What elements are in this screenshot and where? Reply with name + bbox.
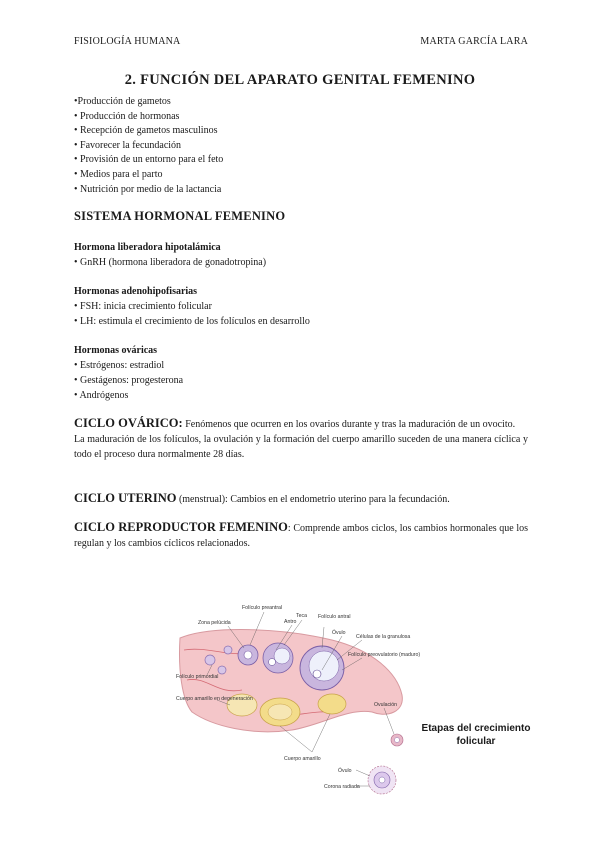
reproductive-cycle-paragraph xyxy=(74,520,528,551)
list-item: • Estrógenos: estradiol xyxy=(74,360,165,371)
corona-radiata-ovum xyxy=(368,766,396,794)
follicle-diagram xyxy=(172,600,421,825)
label-ovum-bottom: Óvulo xyxy=(338,768,352,774)
label-pellucida: Zona pelúcida xyxy=(198,620,231,626)
pituitary-heading: Hormonas adenohipofisarias xyxy=(74,286,198,297)
preovulatory-follicle xyxy=(300,646,344,690)
list-item: • GnRH (hormona liberadora de gonadotropina) xyxy=(74,257,267,268)
ovarian-cycle-term: CICLO OVÁRICO: xyxy=(74,416,183,430)
header-subject: FISIOLOGÍA HUMANA xyxy=(74,36,181,47)
figure-caption: Etapas del crecimiento folicular xyxy=(421,723,531,747)
header-author: MARTA GARCÍA LARA xyxy=(420,36,528,47)
list-item: • LH: estimula el crecimiento de los folículos en desarrollo xyxy=(74,316,310,327)
uterine-cycle-definition: (menstrual): Cambios en el endometrio uterino para la fecundación. xyxy=(176,494,450,505)
label-antral: Folículo antral xyxy=(318,614,351,620)
list-item: •Producción de gametos xyxy=(74,96,171,107)
label-antrum: Antro xyxy=(284,619,297,625)
list-item: • Provisión de un entorno para el feto xyxy=(74,154,224,166)
ovarian-heading: Hormonas ováricas xyxy=(74,345,158,356)
functions-list xyxy=(74,95,223,197)
page-title: 2. FUNCIÓN DEL APARATO GENITAL FEMENINO xyxy=(124,72,476,88)
ovarian-cycle-definition: Fenómenos que ocurren en los ovarios durante y tras la maduración de un ovocito. xyxy=(182,419,516,430)
list-item: • FSH: inicia crecimiento folicular xyxy=(74,301,212,312)
label-corona: Corona radiada xyxy=(324,784,360,790)
label-primordial: Folículo primordial xyxy=(176,674,219,680)
reproductive-cycle-definition: : Comprende ambos ciclos, los cambios hormonales que los regulan y los cambios cíclicos relacionados. xyxy=(74,523,528,549)
ovarian-cycle-detail: La maduración de los folículos, la ovulación y la formación del cuerpo amarillo suceden de una manera cíclica y todo el proceso dura normalmente 28 días. xyxy=(74,434,528,460)
reproductive-cycle-term: CICLO REPRODUCTOR FEMENINO xyxy=(74,520,288,534)
uterine-cycle-term: CICLO UTERINO xyxy=(74,491,177,505)
label-corpus-luteum: Cuerpo amarillo xyxy=(284,756,321,762)
list-item: • Andrógenos xyxy=(74,390,129,401)
hypothalamic-heading: Hormona liberadora hipotalámica xyxy=(74,242,221,253)
list-item: • Recepción de gametos masculinos xyxy=(74,125,218,137)
label-theca: Teca xyxy=(296,613,307,619)
list-item: • Medios para el parto xyxy=(74,168,163,180)
ovulation-ovum xyxy=(391,734,403,746)
label-ovum-top: Óvulo xyxy=(332,630,346,636)
label-preantral: Folículo preantral xyxy=(242,605,283,611)
ovarian-cycle-paragraph xyxy=(74,416,528,462)
preantral-follicle xyxy=(238,645,258,665)
antral-follicle xyxy=(263,643,293,673)
list-item: • Producción de hormonas xyxy=(74,110,180,122)
list-item: • Favorecer la fecundación xyxy=(74,139,182,151)
label-granulosa: Células de la granulosa xyxy=(356,634,411,640)
label-ovulation: Ovulación xyxy=(374,702,398,708)
list-item: • Gestágenos: progesterona xyxy=(74,375,184,386)
uterine-cycle-paragraph xyxy=(74,491,528,507)
label-degenerating: Cuerpo amarillo en degeneración xyxy=(176,696,253,702)
section-heading: SISTEMA HORMONAL FEMENINO xyxy=(74,209,286,223)
label-preovulatory: Folículo preovulatorio (maduro) xyxy=(348,652,421,658)
list-item: • Nutrición por medio de la lactancia xyxy=(74,183,222,195)
